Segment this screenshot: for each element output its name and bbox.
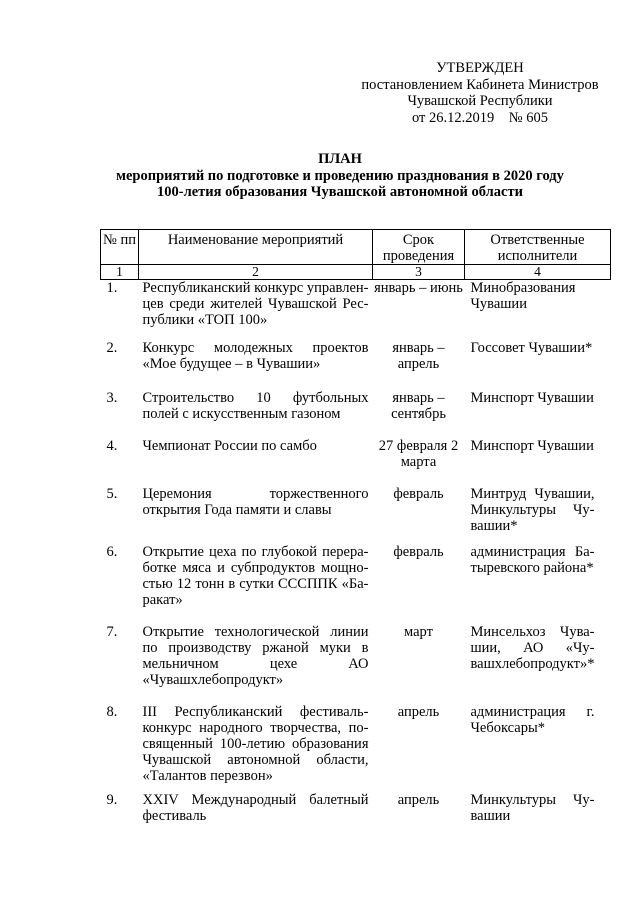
- row-number: 3.: [106, 389, 118, 406]
- event-responsible: Минкультуры Чувашии: [470, 791, 595, 824]
- event-term: апрель: [397, 703, 440, 720]
- event-term: март: [404, 623, 433, 640]
- event-responsible: Минтруд Чувашии, Минкультуры Чувашии*: [470, 485, 595, 534]
- event-responsible: Госсовет Чувашии*: [470, 339, 593, 356]
- event-responsible: Минсельхоз Чувашии, АО «Чувашхлебопродукт»*: [470, 623, 595, 672]
- column-number: 4: [465, 265, 611, 280]
- document-title: [60, 151, 620, 201]
- header-num: № пп: [101, 230, 139, 265]
- event-responsible: Минобразования Чувашии: [470, 280, 576, 312]
- table-row: [101, 792, 611, 832]
- event-name: XXIV Международный балетный фестиваль: [142, 791, 369, 824]
- table-row: [101, 390, 611, 438]
- event-name: Чемпионат России по самбо: [142, 437, 317, 454]
- table-header-row: [101, 230, 611, 265]
- table-row: [101, 438, 611, 486]
- event-term: январь – июнь: [374, 280, 463, 296]
- events-table: [100, 229, 611, 832]
- event-name: Строительство 10 футбольных полей с искусственным газоном: [142, 389, 369, 422]
- event-name: III Республиканский фестиваль-конкурс народного творчества, посвященный 100-летию образования Чувашской автономной области, «Талантов перезвон»: [142, 703, 369, 784]
- event-responsible: администрация г. Чебоксары*: [470, 703, 595, 736]
- approval-heading: УТВЕРЖДЕН: [436, 60, 524, 76]
- title-subject: мероприятий по подготовке и проведению празднования в 2020 году: [116, 167, 564, 184]
- table-row: [101, 704, 611, 792]
- event-name: Республиканский конкурс управленцев среди жителей Чувашской Республики «ТОП 100»: [142, 280, 369, 328]
- approval-date-number: от 26.12.2019 № 605: [412, 109, 548, 126]
- event-term: 27 февраля 2 марта: [378, 437, 459, 470]
- column-number: 2: [139, 265, 373, 280]
- column-number: 1: [101, 265, 139, 280]
- event-term: январь – сентябрь: [391, 389, 446, 422]
- table-row: [101, 544, 611, 624]
- header-name: Наименование мероприятий: [139, 230, 373, 265]
- row-number: 1.: [106, 280, 118, 296]
- table-row: [101, 340, 611, 390]
- title-anniversary: 100-летия образования Чувашской автономной области: [157, 184, 523, 200]
- row-number: 2.: [106, 339, 118, 356]
- event-term: февраль: [393, 543, 444, 560]
- row-number: 9.: [106, 791, 118, 808]
- column-number: 3: [373, 265, 465, 280]
- row-number: 5.: [106, 485, 118, 502]
- header-term: Срок проведения: [373, 230, 465, 265]
- row-number: 4.: [106, 437, 118, 454]
- event-responsible: Минспорт Чувашии: [470, 389, 594, 406]
- event-name: Открытие цеха по глубокой переработке мяса и субпродуктов мощностью 12 тонн в сутки СССППК «Баракат»: [142, 543, 369, 608]
- table-row: [101, 486, 611, 544]
- row-number: 6.: [106, 543, 118, 560]
- row-number: 8.: [106, 703, 118, 720]
- event-name: Конкурс молодежных проектов «Мое будущее – в Чувашии»: [142, 339, 369, 372]
- event-responsible: Минспорт Чувашии: [470, 437, 594, 454]
- approval-authority: постановлением Кабинета Министров: [361, 76, 599, 93]
- table-row: [101, 624, 611, 704]
- table-row: [101, 280, 611, 340]
- title-plan: ПЛАН: [318, 151, 362, 167]
- event-term: январь – апрель: [392, 339, 445, 372]
- event-name: Церемония торжественного открытия Года памяти и славы: [142, 485, 369, 518]
- header-resp: Ответственные исполнители: [465, 230, 611, 265]
- event-term: апрель: [397, 791, 440, 808]
- event-term: февраль: [393, 485, 444, 502]
- approval-republic: Чувашской Республики: [407, 93, 553, 109]
- column-number-row: [101, 265, 611, 280]
- approval-stamp: [330, 60, 630, 126]
- event-name: Открытие технологической линии по производству ржаной муки в мельничном цехе АО «Чувашхлебопродукт»: [142, 623, 369, 688]
- event-responsible: администрация Батыревского района*: [470, 543, 595, 576]
- row-number: 7.: [106, 623, 118, 640]
